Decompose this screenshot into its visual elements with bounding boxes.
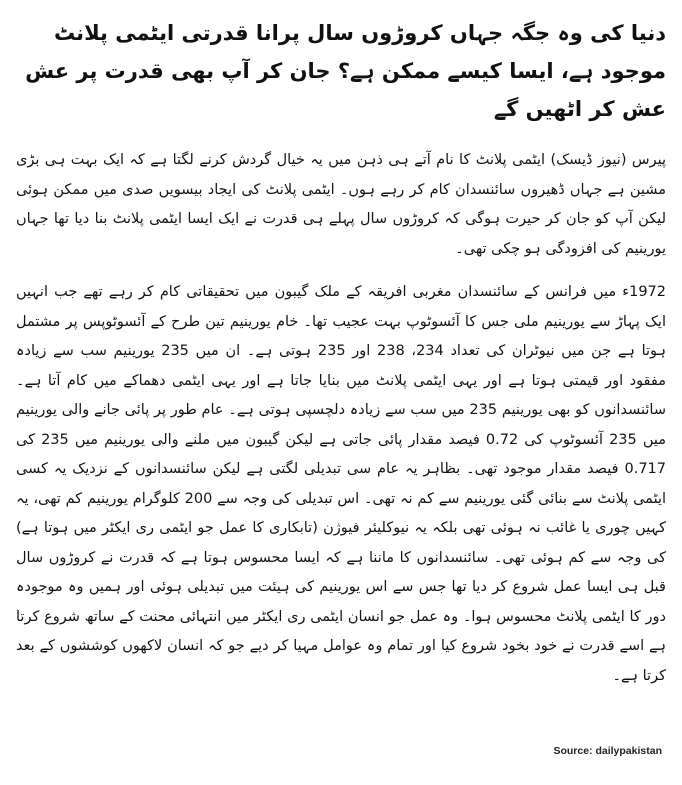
- article-paragraph-intro: پیرس (نیوز ڈیسک) ایٹمی پلانٹ کا نام آتے ہی ذہن میں یہ خیال گردش کرنے لگتا ہے کہ ایک بہت ہی بڑی مشین ہے جہاں ڈھیروں سائنسدان کام کر رہے ہوں۔ ایٹمی پلانٹ کی ایجاد بیسویں صدی میں ممکن ہوئی لیکن آپ کو جان کر حیرت ہوگی کہ کروڑوں سال پہلے ہی قدرت نے ایک ایسا ایٹمی پلانٹ بنا دیا تھا جہاں یورینیم کی افزودگی ہو چکی تھی۔: [16, 152, 666, 257]
- article-paragraph-body: 1972ء میں فرانس کے سائنسدان مغربی افریقہ کے ملک گیبون میں تحقیقاتی کام کر رہے تھے جب انہیں ایک پہاڑ سے یورینیم ملی جس کا آئسوٹوپ بہت عجیب تھا۔ خام یورینیم تین طرح کے آئسوٹوپس پر مشتمل ہوتا ہے جن میں نیوٹران کی تعداد 234، 238 اور 235 ہوتی ہے۔ ان میں 235 یورینیم سب سے زیادہ مفقود اور قیمتی ہوتا ہے اور یہی ایٹمی پلانٹ میں بنایا جاتا ہے اور یہی ایٹمی دھماکے میں کام آتا ہے۔ سائنسدانوں کو بھی یورینیم 235 میں سب سے زیادہ دلچسپی ہوتی ہے۔ عام طور پر پائی جانے والی یورینیم میں 235 آئسوٹوپ کی 0.72 فیصد مقدار پائی جاتی ہے لیکن گیبون میں ملنے والی یورینیم میں 235 کی 0.717 فیصد مقدار موجود تھی۔ بظاہر یہ عام سی تبدیلی لگتی ہے لیکن سائنسدانوں کے نزدیک یہ کسی ایٹمی پلانٹ سے بنائی گئی یورینیم سے کم نہ تھی۔ اس تبدیلی کی وجہ سے 200 کلوگرام یورینیم کم تھی، یہ کہیں چوری یا غائب نہ ہوئی تھی بلکہ یہ نیوکلیئر فیوژن (تابکاری کا عمل جو ایٹمی ری ایکٹر میں ہوتا ہے) کی وجہ سے کم ہوئی تھی۔ سائنسدانوں کا ماننا ہے کہ ایسا محسوس ہوتا ہے کہ قدرت نے کروڑوں سال قبل ہی ایسا عمل شروع کر دیا تھا جس سے اس یورینیم کی ہیئت میں تبدیلی ہوئی اور ہمیں وہ موجودہ دور کا ایٹمی پلانٹ محسوس ہوا۔ وہ عمل جو انسان ایٹمی ری ایکٹر میں انتہائی محنت کے ساتھ شروع کرتا ہے اسے قدرت نے خود بخود شروع کیا اور تمام وہ عوامل مہیا کر دیے جو کہ انسان لاکھوں کوششوں کے بعد کرتا ہے۔: [16, 284, 667, 684]
- source-credit: Source: dailypakistan: [553, 745, 662, 757]
- article-headline: دنیا کی وہ جگہ جہاں کروڑوں سال پرانا قدرتی ایٹمی پلانٹ موجود ہے، ایسا کیسے ممکن ہے؟ جان کر آپ بھی قدرت پر عش عش کر اٹھیں گے: [25, 21, 666, 121]
